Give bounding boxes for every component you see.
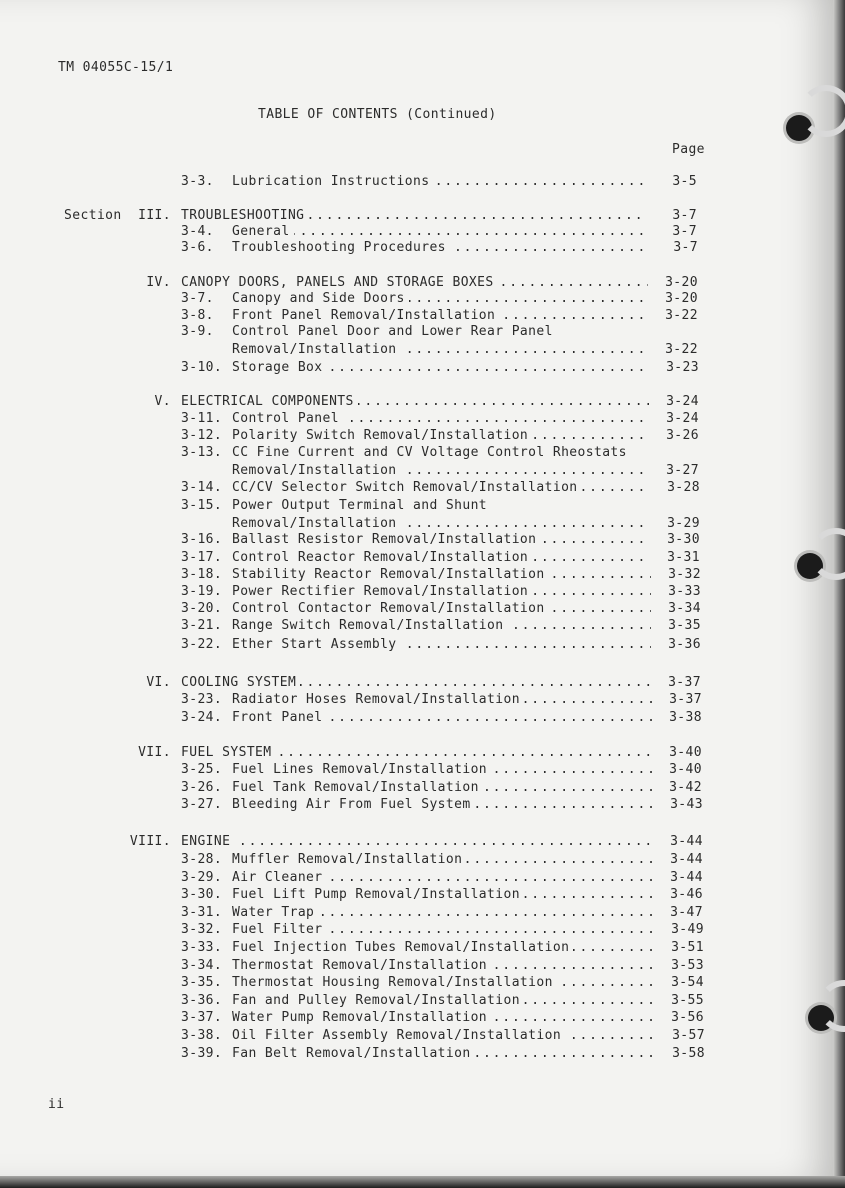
entry-title: Fuel Tank Removal/Installation [232, 780, 483, 795]
entry-title: Polarity Switch Removal/Installation [232, 428, 532, 443]
toc-entry [154, 394, 699, 411]
toc-entry [129, 834, 703, 851]
entry-page: 3-36 [668, 637, 701, 652]
entry-title: Fuel Injection Tubes Removal/Installation [232, 940, 573, 955]
entry-page: 3-28 [667, 480, 700, 495]
document-id: TM 04055C-15/1 [58, 60, 174, 75]
entry-page: 3-33 [668, 584, 701, 599]
toc-entry [181, 780, 702, 797]
entry-page: 3-34 [668, 601, 701, 616]
entry-number: 3-7. [181, 291, 214, 306]
entry-number: 3-16. [181, 532, 223, 547]
entry-number: 3-17. [181, 550, 223, 565]
toc-entry [181, 498, 700, 515]
toc-entry [181, 1010, 704, 1027]
toc-entry [146, 275, 698, 292]
entry-number: 3-32. [181, 922, 223, 937]
entry-page: 3-37 [668, 675, 701, 690]
entry-number: 3-10. [181, 360, 223, 375]
entry-number: 3-34. [181, 958, 223, 973]
entry-number: 3-37. [181, 1010, 223, 1025]
entry-number: 3-9. [181, 324, 214, 339]
toc-entry [181, 1046, 705, 1063]
entry-title: Fuel Lift Pump Removal/Installation [232, 887, 524, 902]
entry-number: 3-11. [181, 411, 223, 426]
entry-number: 3-15. [181, 498, 223, 513]
entry-title: Radiator Hoses Removal/Installation [232, 692, 524, 707]
entry-number: 3-25. [181, 762, 223, 777]
entry-number: 3-31. [181, 905, 223, 920]
entry-number: 3-38. [181, 1028, 223, 1043]
toc-entry [181, 993, 704, 1010]
toc-entry [181, 567, 701, 584]
section-title: ENGINE [181, 834, 234, 849]
entry-title: Water Pump Removal/Installation [232, 1010, 491, 1025]
toc-entry [181, 762, 702, 779]
entry-page: 3-51 [671, 940, 704, 955]
entry-number: 3-28. [181, 852, 223, 867]
page-number: ii [48, 1097, 65, 1112]
entry-number: 3-4. [181, 224, 214, 239]
entry-number: 3-12. [181, 428, 223, 443]
entry-title: CC/CV Selector Switch Removal/Installation [232, 480, 582, 495]
entry-page: 3-7 [672, 224, 697, 239]
entry-title: Power Rectifier Removal/Installation [232, 584, 532, 599]
toc-entry [181, 174, 697, 191]
entry-number: 3-3. [181, 174, 214, 189]
toc-entry [181, 224, 697, 241]
toc-entry [181, 516, 700, 533]
entry-title: Front Panel [232, 710, 327, 725]
entry-page: 3-53 [671, 958, 704, 973]
entry-title: Water Trap [232, 905, 318, 920]
entry-number: 3-21. [181, 618, 223, 633]
entry-number: 3-18. [181, 567, 223, 582]
entry-page: 3-57 [672, 1028, 705, 1043]
toc-entry [181, 710, 702, 727]
entry-number: 3-20. [181, 601, 223, 616]
section-number: V. [154, 394, 171, 409]
entry-title: Canopy and Side Doors [232, 291, 409, 306]
entry-page: 3-40 [669, 745, 702, 760]
entry-title: Control Contactor Removal/Installation [232, 601, 549, 616]
entry-number: 3-24. [181, 710, 223, 725]
entry-number: 3-36. [181, 993, 223, 1008]
toc-entry [146, 675, 701, 692]
entry-title: Control Reactor Removal/Installation [232, 550, 532, 565]
toc-entry [181, 958, 704, 975]
toc-entry [181, 550, 700, 567]
entry-page: 3-22 [665, 342, 698, 357]
entry-page: 3-35 [668, 618, 701, 633]
entry-title: Stability Reactor Removal/Installation [232, 567, 549, 582]
entry-title: Removal/Installation [232, 516, 401, 531]
entry-page: 3-44 [670, 834, 703, 849]
entry-title: Storage Box [232, 360, 327, 375]
toc-entry [181, 905, 703, 922]
toc-entry [181, 922, 704, 939]
entry-page: 3-32 [668, 567, 701, 582]
toc-entry [181, 692, 702, 709]
toc-entry [181, 975, 704, 992]
entry-title: Bleeding Air From Fuel System [232, 797, 475, 812]
section-number: VIII. [129, 834, 171, 849]
entry-title: Lubrication Instructions [232, 174, 433, 189]
entry-title: Removal/Installation [232, 342, 401, 357]
entry-number: 3-29. [181, 870, 223, 885]
toc-entry [138, 745, 702, 762]
entry-page: 3-22 [665, 308, 698, 323]
entry-page: 3-46 [670, 887, 703, 902]
entry-number: 3-19. [181, 584, 223, 599]
entry-title: Air Cleaner [232, 870, 327, 885]
entry-number: 3-35. [181, 975, 223, 990]
entry-page: 3-58 [672, 1046, 705, 1061]
toc-entry [181, 870, 703, 887]
toc-entry [181, 637, 701, 654]
entry-title: Power Output Terminal and Shunt [232, 498, 488, 513]
entry-number: 3-33. [181, 940, 223, 955]
toc-entry [181, 940, 704, 957]
entry-page: 3-44 [670, 870, 703, 885]
entry-page: 3-24 [666, 394, 699, 409]
entry-number: 3-14. [181, 480, 223, 495]
entry-number: 3-26. [181, 780, 223, 795]
entry-title: Control Panel Door and Lower Rear Panel [232, 324, 553, 339]
entry-page: 3-44 [670, 852, 703, 867]
page-column-header: Page [672, 142, 705, 157]
entry-title: Thermostat Housing Removal/Installation [232, 975, 557, 990]
section-title: TROUBLESHOOTING [181, 208, 308, 223]
entry-page: 3-55 [671, 993, 704, 1008]
entry-page: 3-7 [673, 240, 698, 255]
entry-number: 3-6. [181, 240, 214, 255]
entry-number: 3-30. [181, 887, 223, 902]
toc-entry [181, 428, 699, 445]
section-title: CANOPY DOORS, PANELS AND STORAGE BOXES [181, 275, 498, 290]
entry-page: 3-49 [671, 922, 704, 937]
page-bottom-edge [0, 1176, 845, 1188]
toc-entry [181, 532, 700, 549]
entry-title: Oil Filter Assembly Removal/Installation [232, 1028, 565, 1043]
entry-number: 3-39. [181, 1046, 223, 1061]
entry-title: Fuel Lines Removal/Installation [232, 762, 491, 777]
toc-entry [181, 601, 701, 618]
entry-page: 3-31 [667, 550, 700, 565]
entry-page: 3-56 [671, 1010, 704, 1025]
entry-page: 3-24 [666, 411, 699, 426]
section-number: IV. [146, 275, 171, 290]
toc-entry [181, 797, 703, 814]
section-number: Section III. [64, 208, 171, 223]
toc-entry [181, 308, 698, 325]
toc-entry [181, 584, 701, 601]
entry-title: Troubleshooting Procedures [232, 240, 450, 255]
toc-entry [181, 852, 703, 869]
entry-page: 3-5 [672, 174, 697, 189]
entry-title: Thermostat Removal/Installation [232, 958, 491, 973]
toc-entry [181, 240, 698, 257]
entry-title: Fuel Filter [232, 922, 327, 937]
page-title: TABLE OF CONTENTS (Continued) [258, 107, 497, 122]
section-number: VII. [138, 745, 171, 760]
entry-page: 3-20 [665, 275, 698, 290]
toc-entry [181, 463, 699, 480]
entry-page: 3-42 [669, 780, 702, 795]
entry-page: 3-54 [671, 975, 704, 990]
entry-page: 3-23 [666, 360, 699, 375]
entry-page: 3-47 [670, 905, 703, 920]
toc-entry [181, 324, 698, 341]
entry-page: 3-20 [665, 291, 698, 306]
entry-title: Fan Belt Removal/Installation [232, 1046, 475, 1061]
entry-title: Front Panel Removal/Installation [232, 308, 499, 323]
entry-title: Ether Start Assembly [232, 637, 401, 652]
dot-leader [181, 834, 653, 849]
entry-number: 3-13. [181, 445, 223, 460]
entry-page: 3-27 [666, 463, 699, 478]
toc-entry [181, 887, 703, 904]
section-title: COOLING SYSTEM [181, 675, 300, 690]
entry-page: 3-7 [672, 208, 697, 223]
toc-entry [181, 291, 698, 308]
entry-page: 3-43 [670, 797, 703, 812]
entry-title: Muffler Removal/Installation [232, 852, 466, 867]
entry-title: Control Panel [232, 411, 343, 426]
entry-title: Fan and Pulley Removal/Installation [232, 993, 524, 1008]
entry-page: 3-38 [669, 710, 702, 725]
section-title: FUEL SYSTEM [181, 745, 276, 760]
toc-entry [181, 480, 700, 497]
entry-title: General [232, 224, 294, 239]
section-title: ELECTRICAL COMPONENTS [181, 394, 358, 409]
toc-entry [181, 618, 701, 635]
toc-entry [64, 208, 697, 225]
toc-entry [181, 411, 699, 428]
toc-entry [181, 342, 698, 359]
toc-entry [181, 1028, 705, 1045]
entry-title: Range Switch Removal/Installation [232, 618, 507, 633]
entry-page: 3-30 [667, 532, 700, 547]
entry-title: Removal/Installation [232, 463, 401, 478]
entry-title: Ballast Resistor Removal/Installation [232, 532, 540, 547]
entry-page: 3-29 [667, 516, 700, 531]
entry-page: 3-40 [669, 762, 702, 777]
entry-page: 3-26 [666, 428, 699, 443]
entry-page: 3-37 [669, 692, 702, 707]
entry-number: 3-8. [181, 308, 214, 323]
toc-entry [181, 445, 699, 462]
dot-leader [232, 224, 647, 239]
entry-title: CC Fine Current and CV Voltage Control Rheostats [232, 445, 627, 460]
entry-number: 3-23. [181, 692, 223, 707]
binder-ring [800, 85, 845, 137]
entry-number: 3-22. [181, 637, 223, 652]
section-number: VI. [146, 675, 171, 690]
toc-entry [181, 360, 699, 377]
entry-number: 3-27. [181, 797, 223, 812]
